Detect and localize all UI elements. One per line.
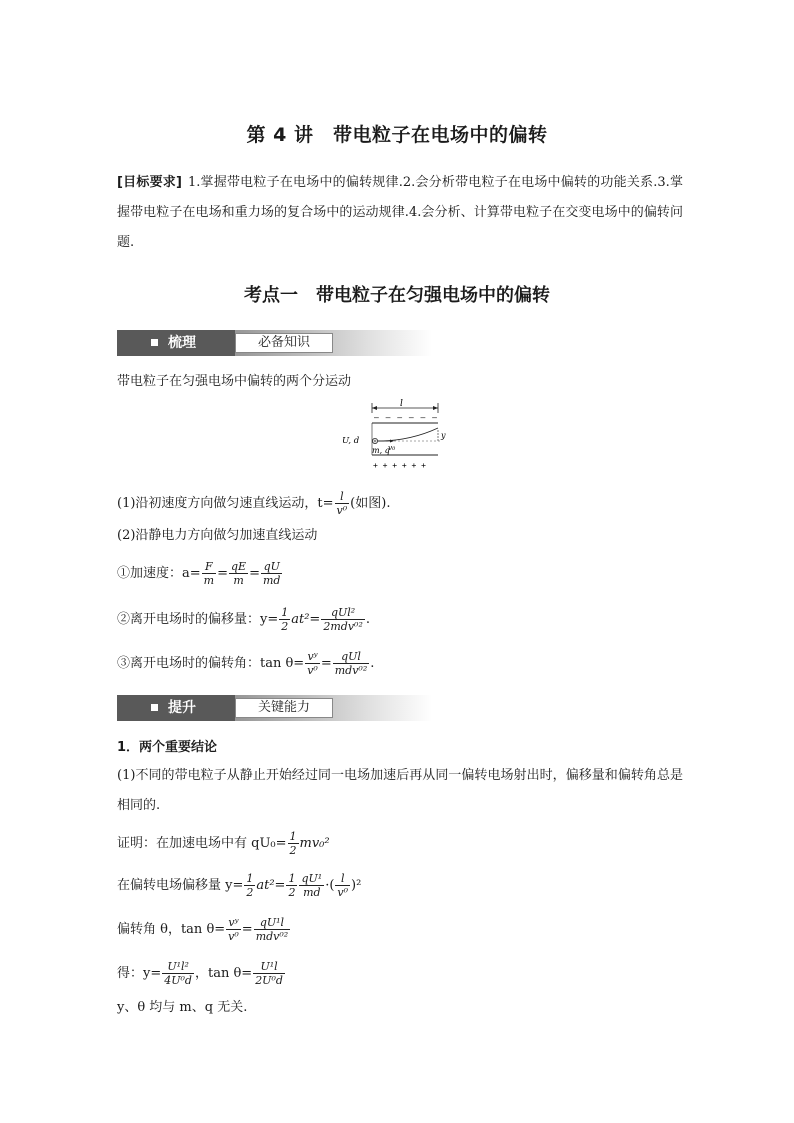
proof-line-2: 在偏转电场偏移量 y= $\frac{1}{2}$ at²= $\frac{1}{2}$ $\frac{\text{qU¹}}{md}$ ·( $\frac{l}{\text{v⁰}}$ )²	[117, 872, 362, 899]
fraction: $\frac{1}{2}$	[246, 872, 254, 899]
fraction: $\frac{\text{U¹l²}}{\text{4U⁰d}}$	[164, 960, 192, 987]
bar-label-box	[117, 330, 235, 356]
fraction: $\frac{qU}{md}$	[262, 560, 281, 587]
fraction: $\frac{qE}{m}$	[231, 560, 247, 587]
objectives-paragraph	[117, 168, 683, 258]
formula-text: (1)沿初速度方向做匀速直线运动，t=	[117, 496, 334, 511]
bar-label-box	[117, 695, 235, 721]
formula-displacement: ②离开电场时的偏移量：y= $\frac{1}{2}$ at²= $\frac{\text{qUl²}}{\text{2mdv⁰²}}$ .	[117, 606, 370, 633]
formula-time	[117, 490, 390, 517]
conclusion-1: (1)不同的带电粒子从静止开始经过同一电场加速后再从同一偏转电场射出时，偏移量和偏转角总是相同的.	[117, 768, 683, 813]
plus-plate: + + + + + +	[373, 461, 426, 470]
bar-label: 提升	[168, 700, 196, 716]
fraction: $\frac{l}{\text{v⁰}}$	[336, 490, 348, 517]
section-bar-improve	[117, 695, 432, 721]
label-ud: U, d	[342, 436, 360, 446]
label-y: y	[441, 431, 446, 440]
deflection-diagram	[340, 398, 452, 474]
formula-text: (如图).	[350, 496, 391, 511]
minus-plate: – – – – – –	[374, 413, 438, 422]
objectives-text: 1.掌握带电粒子在电场中的偏转规律.2.会分析带电粒子在电场中偏转的功能关系.3.掌握带电粒子在电场和重力场的复合场中的运动规律.4.会分析、计算带电粒子在交变电场中的偏转问题.	[117, 175, 683, 250]
fraction: $\frac{\text{vʸ}}{\text{v⁰}}$	[228, 916, 239, 943]
objectives-tag: [目标要求]	[117, 175, 182, 190]
section-title: 考点一 带电粒子在匀强电场中的偏转	[244, 285, 550, 306]
label-v0: v₀	[388, 443, 396, 452]
heading-conclusions: 1．两个重要结论	[117, 740, 218, 755]
fraction: $\frac{1}{2}$	[289, 830, 297, 857]
bar-tag-box: 关键能力	[235, 698, 333, 718]
trajectory	[378, 428, 438, 441]
fraction: $\frac{\text{U¹l}}{\text{2U⁰d}}$	[255, 960, 283, 987]
square-icon	[151, 339, 158, 346]
label-l: l	[400, 399, 403, 409]
fraction: $\frac{\text{qU¹l}}{\text{mdv⁰²}}$	[255, 916, 289, 943]
bar-tag-box: 必备知识	[235, 333, 333, 353]
page-title: 第 4 讲 带电粒子在电场中的偏转	[246, 124, 548, 146]
label-mq: m, q	[372, 446, 390, 455]
fraction: $\frac{\text{qUl}}{\text{mdv⁰²}}$	[334, 650, 368, 677]
final-statement: y、θ 均与 m、q 无关.	[117, 1000, 248, 1015]
fraction: $\frac{l}{\text{v⁰}}$	[337, 872, 349, 899]
fraction: $\frac{1}{2}$	[281, 606, 289, 633]
fraction: $\frac{\text{vʸ}}{\text{v⁰}}$	[307, 650, 318, 677]
bar-label: 梳理	[168, 335, 196, 351]
fraction: $\frac{\text{qU¹}}{md}$	[301, 872, 323, 899]
proof-line-1: 证明：在加速电场中有 qU₀= $\frac{1}{2}$ mv₀²	[117, 830, 330, 857]
proof-line-3: 偏转角 θ，tan θ= $\frac{\text{vʸ}}{\text{v⁰}}$ = $\frac{\text{qU¹l}}{\text{mdv⁰²}}$	[117, 916, 289, 943]
item-2-text: (2)沿静电力方向做匀加速直线运动	[117, 528, 318, 543]
result-line: 得：y= $\frac{\text{U¹l²}}{\text{4U⁰d}}$ ，tan θ= $\frac{\text{U¹l}}{\text{2U⁰d}}$	[117, 960, 283, 987]
formula-angle: ③离开电场时的偏转角：tan θ= $\frac{\text{vʸ}}{\text{v⁰}}$ = $\frac{\text{qUl}}{\text{mdv⁰²}}$ .	[117, 650, 375, 677]
section-bar-review	[117, 330, 432, 356]
intro-text: 带电粒子在匀强电场中偏转的两个分运动	[117, 374, 352, 389]
fraction: $\frac{\text{qUl²}}{\text{2mdv⁰²}}$	[323, 606, 363, 633]
square-icon	[151, 704, 158, 711]
fraction: $\frac{F}{m}$	[203, 560, 215, 587]
formula-acceleration: ①加速度：a= $\frac{F}{m}$ = $\frac{qE}{m}$ = $\frac{qU}{md}$	[117, 560, 281, 587]
fraction: $\frac{1}{2}$	[288, 872, 296, 899]
